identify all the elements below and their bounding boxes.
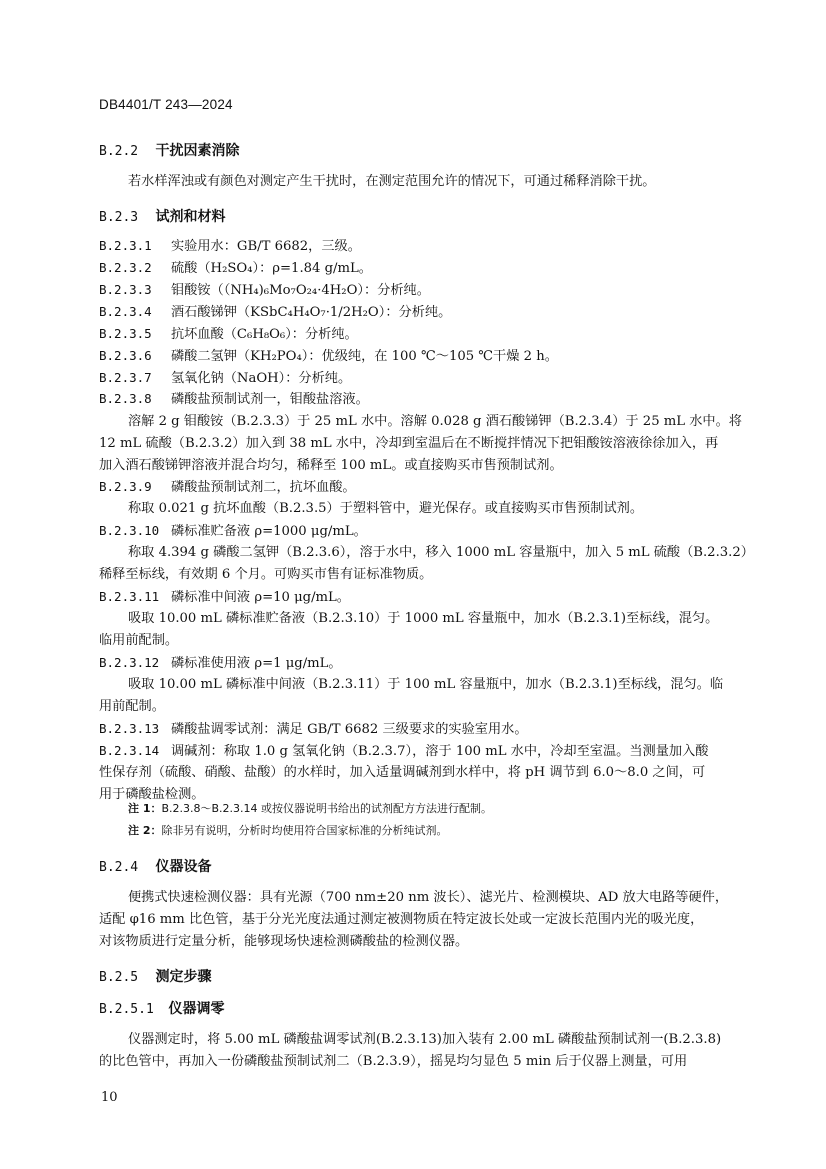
list-item [99, 477, 356, 498]
paragraph-line: 临用前配制。 [99, 633, 179, 648]
heading-number: B.2.2 [99, 144, 139, 159]
paragraph-line: 的比色管中，再加入一份磷酸盐预制试剂二（B.2.3.9），摇晃均匀显色 5 min 后于仪器上测量，可用 [99, 1054, 688, 1069]
item-number: B.2.3.4 [99, 304, 152, 319]
item-number: B.2.3.7 [99, 370, 152, 385]
item-text: 磷酸二氢钾（KH₂PO₄）：优级纯，在 100 ℃～105 ℃干燥 2 h。 [171, 349, 558, 364]
paragraph-line: 吸取 10.00 mL 磷标准中间液（B.2.3.11）于 100 mL 容量瓶中，加水（B.2.3.1)至标线，混匀。临 [128, 677, 724, 692]
item-number: B.2.3.12 [99, 655, 160, 670]
item-number: B.2.3.8 [99, 391, 152, 406]
heading-number: B.2.3 [99, 210, 139, 225]
heading-title: 干扰因素消除 [155, 143, 240, 159]
list-item [99, 368, 351, 389]
item-number: B.2.3.6 [99, 348, 152, 363]
item-text: 硫酸（H₂SO₄）：ρ=1.84 g/mL。 [171, 261, 372, 276]
paragraph-line: 性保存剂（硫酸、硝酸、盐酸）的水样时，加入适量调碱剂到水样中，将 pH 调节到 6.0～8.0 之间，可 [99, 765, 706, 780]
note [128, 801, 492, 817]
item-number: B.2.3.11 [99, 589, 160, 604]
list-item [99, 302, 451, 323]
note [128, 823, 447, 839]
paragraph-line: 用于磷酸盐检测。 [99, 787, 205, 802]
item-number: B.2.3.9 [99, 479, 152, 494]
note-text: B.2.3.8～B.2.3.14 或按仪器说明书给出的试剂配方方法进行配制。 [161, 802, 493, 815]
paragraph-b222: 若水样浑浊或有颜色对测定产生干扰时，在测定范围允许的情况下，可通过稀释消除干扰。 [128, 174, 656, 189]
item-text: 磷标准贮备液 ρ=1000 μg/mL。 [171, 524, 367, 539]
item-text: 磷酸盐预制试剂一，钼酸盐溶液。 [171, 392, 369, 407]
paragraph-line: 称取 0.021 g 抗坏血酸（B.2.3.5）于塑料管中，避光保存。或直接购买市售预制试剂。 [128, 501, 644, 516]
item-text: 磷酸盐预制试剂二，抗坏血酸。 [171, 480, 356, 495]
list-item [99, 346, 558, 367]
paragraph-line: 便携式快速检测仪器：具有光源（700 nm±20 nm 波长）、滤光片、检测模块、AD 放大电路等硬件， [128, 890, 729, 905]
paragraph-line: 12 mL 硫酸（B.2.3.2）加入到 38 mL 水中，冷却到室温后在不断搅拌情况下把钼酸铵溶液徐徐加入，再 [99, 436, 719, 451]
item-number: B.2.3.10 [99, 523, 160, 538]
note-label: 注 2： [128, 824, 162, 837]
item-text: 磷标准使用液 ρ=1 μg/mL。 [171, 656, 342, 671]
list-item [99, 587, 350, 608]
note-label: 注 1： [128, 802, 162, 815]
item-number: B.2.3.5 [99, 326, 152, 341]
item-text: 酒石酸锑钾（KSbC₄H₄O₇·1/2H₂O）：分析纯。 [171, 305, 452, 320]
heading-b223 [99, 206, 225, 226]
item-text: 实验用水：GB/T 6682，三级。 [171, 239, 361, 254]
heading-b222 [99, 140, 239, 160]
list-item [99, 280, 430, 301]
list-item [99, 389, 369, 410]
paragraph-line: 用前配制。 [99, 699, 165, 714]
list-item [99, 324, 358, 345]
heading-number: B.2.5.1 [99, 1002, 154, 1017]
paragraph-line: 溶解 2 g 钼酸铵（B.2.3.3）于 25 mL 水中。溶解 0.028 g 酒石酸锑钾（B.2.3.4）于 25 mL 水中。将 [128, 414, 742, 429]
item-text: 氢氧化钠（NaOH）：分析纯。 [171, 371, 352, 386]
item-text: 抗坏血酸（C₆H₈O₆）：分析纯。 [171, 327, 358, 342]
heading-number: B.2.5 [99, 970, 139, 985]
heading-number: B.2.4 [99, 860, 139, 875]
heading-title: 仪器设备 [155, 859, 212, 875]
paragraph-line: 加入酒石酸锑钾溶液并混合均匀，稀释至 100 mL。或直接购买市售预制试剂。 [99, 458, 563, 473]
heading-b225 [99, 966, 211, 986]
paragraph-line: 适配 φ16 mm 比色管，基于分光光度法通过测定被测物质在特定波长处或一定波长范围内光的吸光度， [99, 912, 704, 927]
page-number: 10 [101, 1090, 118, 1105]
item-number: B.2.3.14 [99, 743, 160, 758]
paragraph-line: 吸取 10.00 mL 磷标准贮备液（B.2.3.10）于 1000 mL 容量瓶中，加水（B.2.3.1)至标线，混匀。 [128, 611, 719, 626]
heading-b224 [99, 856, 211, 876]
paragraph-line: 仪器测定时，将 5.00 mL 磷酸盐调零试剂(B.2.3.13)加入装有 2.00 mL 磷酸盐预制试剂一(B.2.3.8) [128, 1032, 722, 1047]
item-number: B.2.3.2 [99, 260, 152, 275]
list-item [99, 236, 361, 257]
item-text: 磷酸盐调零试剂：满足 GB/T 6682 三级要求的实验室用水。 [171, 722, 528, 737]
document-id: DB4401/T 243—2024 [99, 97, 233, 112]
item-text: 钼酸铵（（NH₄)₆Mo₇O₂₄·4H₂O）：分析纯。 [171, 283, 430, 298]
item-number: B.2.3.1 [99, 238, 152, 253]
item-text: 调碱剂：称取 1.0 g 氢氧化钠（B.2.3.7），溶于 100 mL 水中，冷却至室温。当测量加入酸 [171, 744, 709, 759]
list-item [99, 258, 372, 279]
heading-title: 试剂和材料 [155, 209, 226, 225]
list-item [99, 521, 367, 542]
heading-title: 测定步骤 [155, 969, 212, 985]
paragraph-line: 称取 4.394 g 磷酸二氢钾（B.2.3.6），溶于水中，移入 1000 mL 容量瓶中，加入 5 mL 硫酸（B.2.3.2） [128, 545, 754, 560]
heading-b2251 [99, 998, 224, 1018]
paragraph-line: 对该物质进行定量分析，能够现场快速检测磷酸盐的检测仪器。 [99, 934, 469, 949]
note-text: 除非另有说明，分析时均使用符合国家标准的分析纯试剂。 [161, 824, 448, 837]
item-number: B.2.3.13 [99, 721, 160, 736]
paragraph-line: 稀释至标线，有效期 6 个月。可购买市售有证标准物质。 [99, 567, 433, 582]
list-item [99, 719, 528, 740]
heading-title: 仪器调零 [168, 1001, 225, 1017]
list-item [99, 741, 708, 762]
item-text: 磷标准中间液 ρ=10 μg/mL。 [171, 590, 350, 605]
list-item [99, 653, 342, 674]
item-number: B.2.3.3 [99, 282, 152, 297]
